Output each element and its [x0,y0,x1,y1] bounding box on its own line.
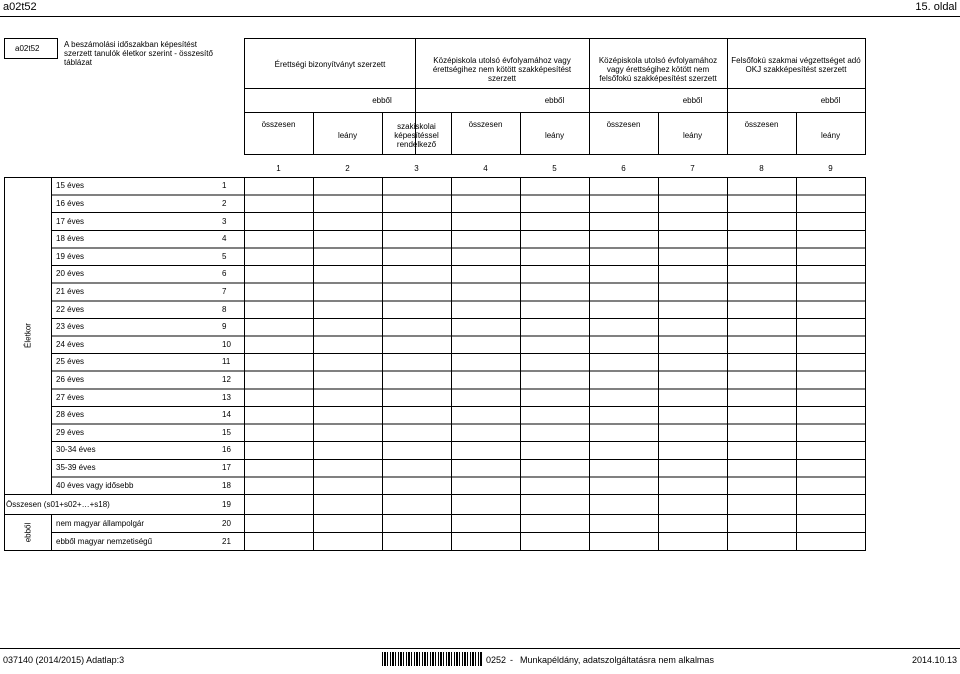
column-number: 2 [345,164,350,173]
sub-header-7: leány [682,131,703,140]
row-number: 12 [222,375,231,385]
row-number: 1 [222,181,227,191]
sub-header-5: leány [544,131,565,140]
row-number: 7 [222,286,227,296]
row-number: 13 [222,392,231,402]
row-number: 11 [222,357,231,367]
page-header-left: a02t52 [3,1,37,13]
sub-header-3: szakiskolai képesítéssel rendelkező [394,122,439,149]
row-number: 2 [222,198,227,208]
footer-separator: - [510,655,513,665]
sub-header-1: összesen [261,120,296,129]
row-label: 27 éves [56,392,85,402]
ebbol-label-4: ebből [820,96,841,105]
row-number: 20 [222,518,231,528]
row-number: 6 [222,269,227,279]
column-number: 8 [759,164,764,173]
row-label: ebből magyar nemzetiségű [56,536,153,546]
row-label: 35-39 éves [56,463,96,473]
row-label: Összesen (s01+s02+…+s18) [6,499,110,509]
row-label: 23 éves [56,322,85,332]
row-label: 22 éves [56,304,85,314]
sub-header-2: leány [337,131,358,140]
page-header-right: 15. oldal [915,1,957,13]
footer-date: 2014.10.13 [911,655,957,665]
column-number: 1 [276,164,281,173]
row-label: 20 éves [56,269,85,279]
row-label: 25 éves [56,357,85,367]
col-group-2-label: Középiskola utolsó évfolyamához vagy érettségihez nem kötött szakképesítést szerzett [432,56,572,83]
row-number: 5 [222,251,227,261]
barcode-image [382,652,482,666]
row-label: 21 éves [56,286,85,296]
row-number: 10 [222,339,231,349]
footer-note: Munkapéldány, adatszolgáltatásra nem alkalmas [520,655,714,665]
row-number: 18 [222,480,231,490]
row-label: 30-34 éves [56,445,96,455]
row-number: 17 [222,463,231,473]
row-number: 21 [222,536,231,546]
row-number: 9 [222,322,227,332]
column-number: 5 [552,164,557,173]
row-label: 28 éves [56,410,85,420]
column-number: 9 [828,164,833,173]
column-number: 6 [621,164,626,173]
row-number: 15 [222,427,231,437]
sub-header-4: összesen [468,120,503,129]
footer-code: 0252 [486,655,507,665]
row-label: 26 éves [56,375,85,385]
row-label: 19 éves [56,251,85,261]
sub-header-8: összesen [744,120,779,129]
column-number: 7 [690,164,695,173]
side-label-ebbol: ebből [23,522,33,543]
col-group-3-label: Középiskola utolsó évfolyamához vagy érettségihez kötött nem felsőfokú szakképesítést szerzett [598,56,718,83]
row-number: 3 [222,216,227,226]
sub-header-9: leány [820,131,841,140]
row-number: 4 [222,234,227,244]
sub-header-6: összesen [606,120,641,129]
row-label: 18 éves [56,234,85,244]
ebbol-label-3: ebből [682,96,703,105]
row-label: 17 éves [56,216,85,226]
row-label: 24 éves [56,339,85,349]
ebbol-label-2: ebből [544,96,565,105]
col-group-4-label: Felsőfokú szakmai végzettséget adó OKJ szakképesítést szerzett [731,56,861,74]
column-number: 3 [414,164,419,173]
row-label: nem magyar állampolgár [56,518,145,528]
row-number: 16 [222,445,231,455]
row-label: 29 éves [56,427,85,437]
ebbol-label-1: ebből [372,96,392,105]
side-label-eletkor: Életkor [23,323,33,348]
footer-rule [0,648,960,649]
row-number: 8 [222,304,227,314]
row-label: 15 éves [56,181,85,191]
column-number: 4 [483,164,488,173]
row-number: 14 [222,410,231,420]
table-title: A beszámolási időszakban képesítést szerzett tanulók életkor szerint - összesítő táblázat [64,40,213,67]
row-label: 40 éves vagy idősebb [56,480,134,490]
col-group-1-label: Érettségi bizonyítványt szerzett [274,60,386,69]
footer-left: 037140 (2014/2015) Adatlap:3 [3,655,125,665]
form-code: a02t52 [15,44,40,53]
row-label: 16 éves [56,198,85,208]
row-number: 19 [222,499,231,509]
